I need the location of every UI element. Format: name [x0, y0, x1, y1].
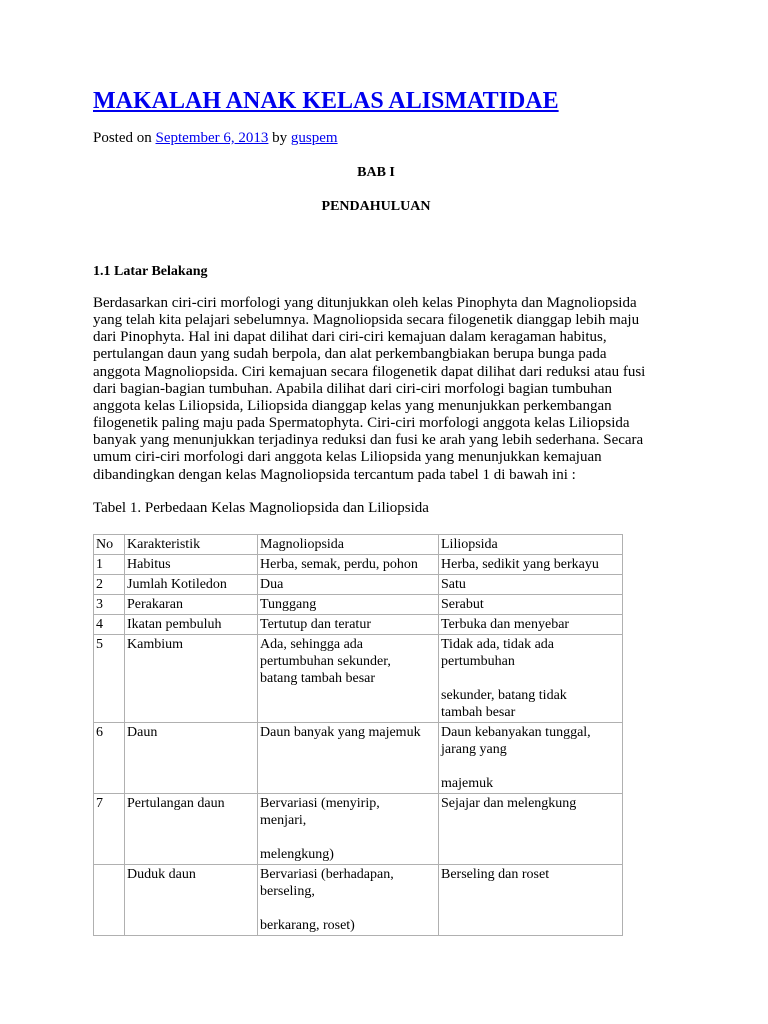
table-row — [94, 723, 623, 794]
paragraph-line: anggota kelas Liliopsida, Liliopsida dianggap kelas yang menunjukkan perkembangan — [93, 397, 612, 414]
cell-magnoliopsida: Herba, semak, perdu, pohon — [258, 555, 439, 575]
cell-line: Ada, sehingga ada — [260, 637, 364, 652]
cell-line: menjari, — [260, 813, 307, 828]
table-header-row — [94, 535, 623, 555]
paragraph-line: dari bagian-bagian tumbuhan. Apabila dilihat dari ciri-ciri morfologi bagian tumbuhan — [93, 380, 613, 397]
cell-line: majemuk — [441, 776, 494, 791]
cell-line: Bervariasi (menyirip, — [260, 796, 380, 811]
cell-liliopsida — [439, 635, 623, 723]
table-row — [94, 865, 623, 936]
cell-line: Tidak ada, tidak ada — [441, 637, 555, 652]
posted-on-label: Posted on — [93, 130, 152, 146]
cell-liliopsida: Satu — [439, 575, 623, 595]
table-row — [94, 575, 623, 595]
cell-liliopsida — [439, 723, 623, 794]
cell-no: 4 — [94, 615, 125, 635]
cell-magnoliopsida — [258, 865, 439, 936]
cell-characteristic: Ikatan pembuluh — [125, 615, 258, 635]
column-header: Karakteristik — [125, 535, 258, 555]
column-header: Liliopsida — [439, 535, 623, 555]
cell-characteristic: Perakaran — [125, 595, 258, 615]
cell-magnoliopsida: Daun banyak yang majemuk — [258, 723, 439, 794]
cell-liliopsida: Terbuka dan menyebar — [439, 615, 623, 635]
cell-no: 5 — [94, 635, 125, 723]
chapter-title: PENDAHULUAN — [321, 199, 431, 214]
cell-no: 7 — [94, 794, 125, 865]
cell-characteristic: Daun — [125, 723, 258, 794]
cell-liliopsida: Sejajar dan melengkung — [439, 794, 623, 865]
paragraph-line: banyak yang menunjukkan terjadinya reduksi dan fusi ke arah yang lebih sederhana. Secara — [93, 432, 644, 449]
paragraph-line: dibandingkan dengan kelas Magnoliopsida tercantum pada tabel 1 di bawah ini : — [93, 466, 576, 483]
post-title-link[interactable]: MAKALAH ANAK KELAS ALISMATIDAE — [93, 88, 559, 114]
cell-characteristic: Pertulangan daun — [125, 794, 258, 865]
cell-line: Daun kebanyakan tunggal, — [441, 725, 591, 740]
cell-line — [441, 758, 620, 775]
cell-line: berkarang, roset) — [260, 918, 355, 933]
cell-line — [260, 829, 436, 846]
post-date-link[interactable]: September 6, 2013 — [155, 130, 269, 146]
paragraph-line: yang telah kita pelajari sebelumnya. Magnoliopsida secara filogenetik dianggap lebih maju — [93, 312, 640, 329]
cell-no: 6 — [94, 723, 125, 794]
paragraph-line: pertulangan daun yang sudah berpola, dan alat perkembangbiakan berupa bunga pada — [93, 346, 607, 363]
body-paragraph — [93, 295, 663, 484]
cell-line: pertumbuhan — [441, 654, 515, 669]
cell-magnoliopsida — [258, 794, 439, 865]
table-row — [94, 635, 623, 723]
post-title — [93, 86, 559, 116]
column-header: No — [94, 535, 125, 555]
by-label: by — [272, 130, 288, 146]
cell-line: batang tambah besar — [260, 671, 376, 686]
comparison-table — [93, 534, 623, 936]
cell-characteristic: Kambium — [125, 635, 258, 723]
cell-line — [260, 900, 436, 917]
cell-line: sekunder, batang tidak — [441, 688, 567, 703]
table-row — [94, 595, 623, 615]
column-header: Magnoliopsida — [258, 535, 439, 555]
cell-liliopsida: Serabut — [439, 595, 623, 615]
cell-magnoliopsida: Tunggang — [258, 595, 439, 615]
cell-line: Bervariasi (berhadapan, — [260, 867, 394, 882]
paragraph-line: dari Pinophyta. Hal ini dapat dilihat dari ciri-ciri kemajuan dalam keragaman habitus, — [93, 329, 607, 346]
paragraph-line: filogenetik paling maju pada Spermatophyta. Ciri-ciri morfologi anggota kelas Liliopsida — [93, 415, 630, 432]
cell-no: 2 — [94, 575, 125, 595]
author-link[interactable]: guspem — [290, 130, 338, 146]
cell-line: jarang yang — [441, 742, 507, 757]
cell-magnoliopsida: Tertutup dan teratur — [258, 615, 439, 635]
table-row — [94, 615, 623, 635]
paragraph-line: umum ciri-ciri morfologi dari anggota kelas Liliopsida yang menunjukkan kemajuan — [93, 449, 602, 466]
table-row — [94, 555, 623, 575]
cell-line: pertumbuhan sekunder, — [260, 654, 391, 669]
cell-no — [94, 865, 125, 936]
cell-characteristic: Habitus — [125, 555, 258, 575]
cell-characteristic: Duduk daun — [125, 865, 258, 936]
paragraph-line: anggota Magnoliopsida. Ciri kemajuan secara filogenetik dapat dilihat dari reduksi atau fusi — [93, 363, 646, 380]
table-row — [94, 794, 623, 865]
cell-line: melengkung) — [260, 847, 334, 862]
cell-no: 1 — [94, 555, 125, 575]
table-caption: Tabel 1. Perbedaan Kelas Magnoliopsida dan Liliopsida — [93, 500, 429, 516]
cell-no: 3 — [94, 595, 125, 615]
cell-magnoliopsida: Dua — [258, 575, 439, 595]
cell-characteristic: Jumlah Kotiledon — [125, 575, 258, 595]
cell-line: tambah besar — [441, 705, 516, 720]
paragraph-line: Berdasarkan ciri-ciri morfologi yang ditunjukkan oleh kelas Pinophyta dan Magnoliopsida — [93, 295, 637, 311]
post-meta — [93, 129, 338, 147]
cell-liliopsida: Berseling dan roset — [439, 865, 623, 936]
cell-line: berseling, — [260, 884, 315, 899]
cell-line — [441, 670, 620, 687]
cell-magnoliopsida — [258, 635, 439, 723]
chapter-label: BAB I — [357, 165, 395, 180]
cell-liliopsida: Herba, sedikit yang berkayu — [439, 555, 623, 575]
section-heading: 1.1 Latar Belakang — [93, 264, 208, 279]
